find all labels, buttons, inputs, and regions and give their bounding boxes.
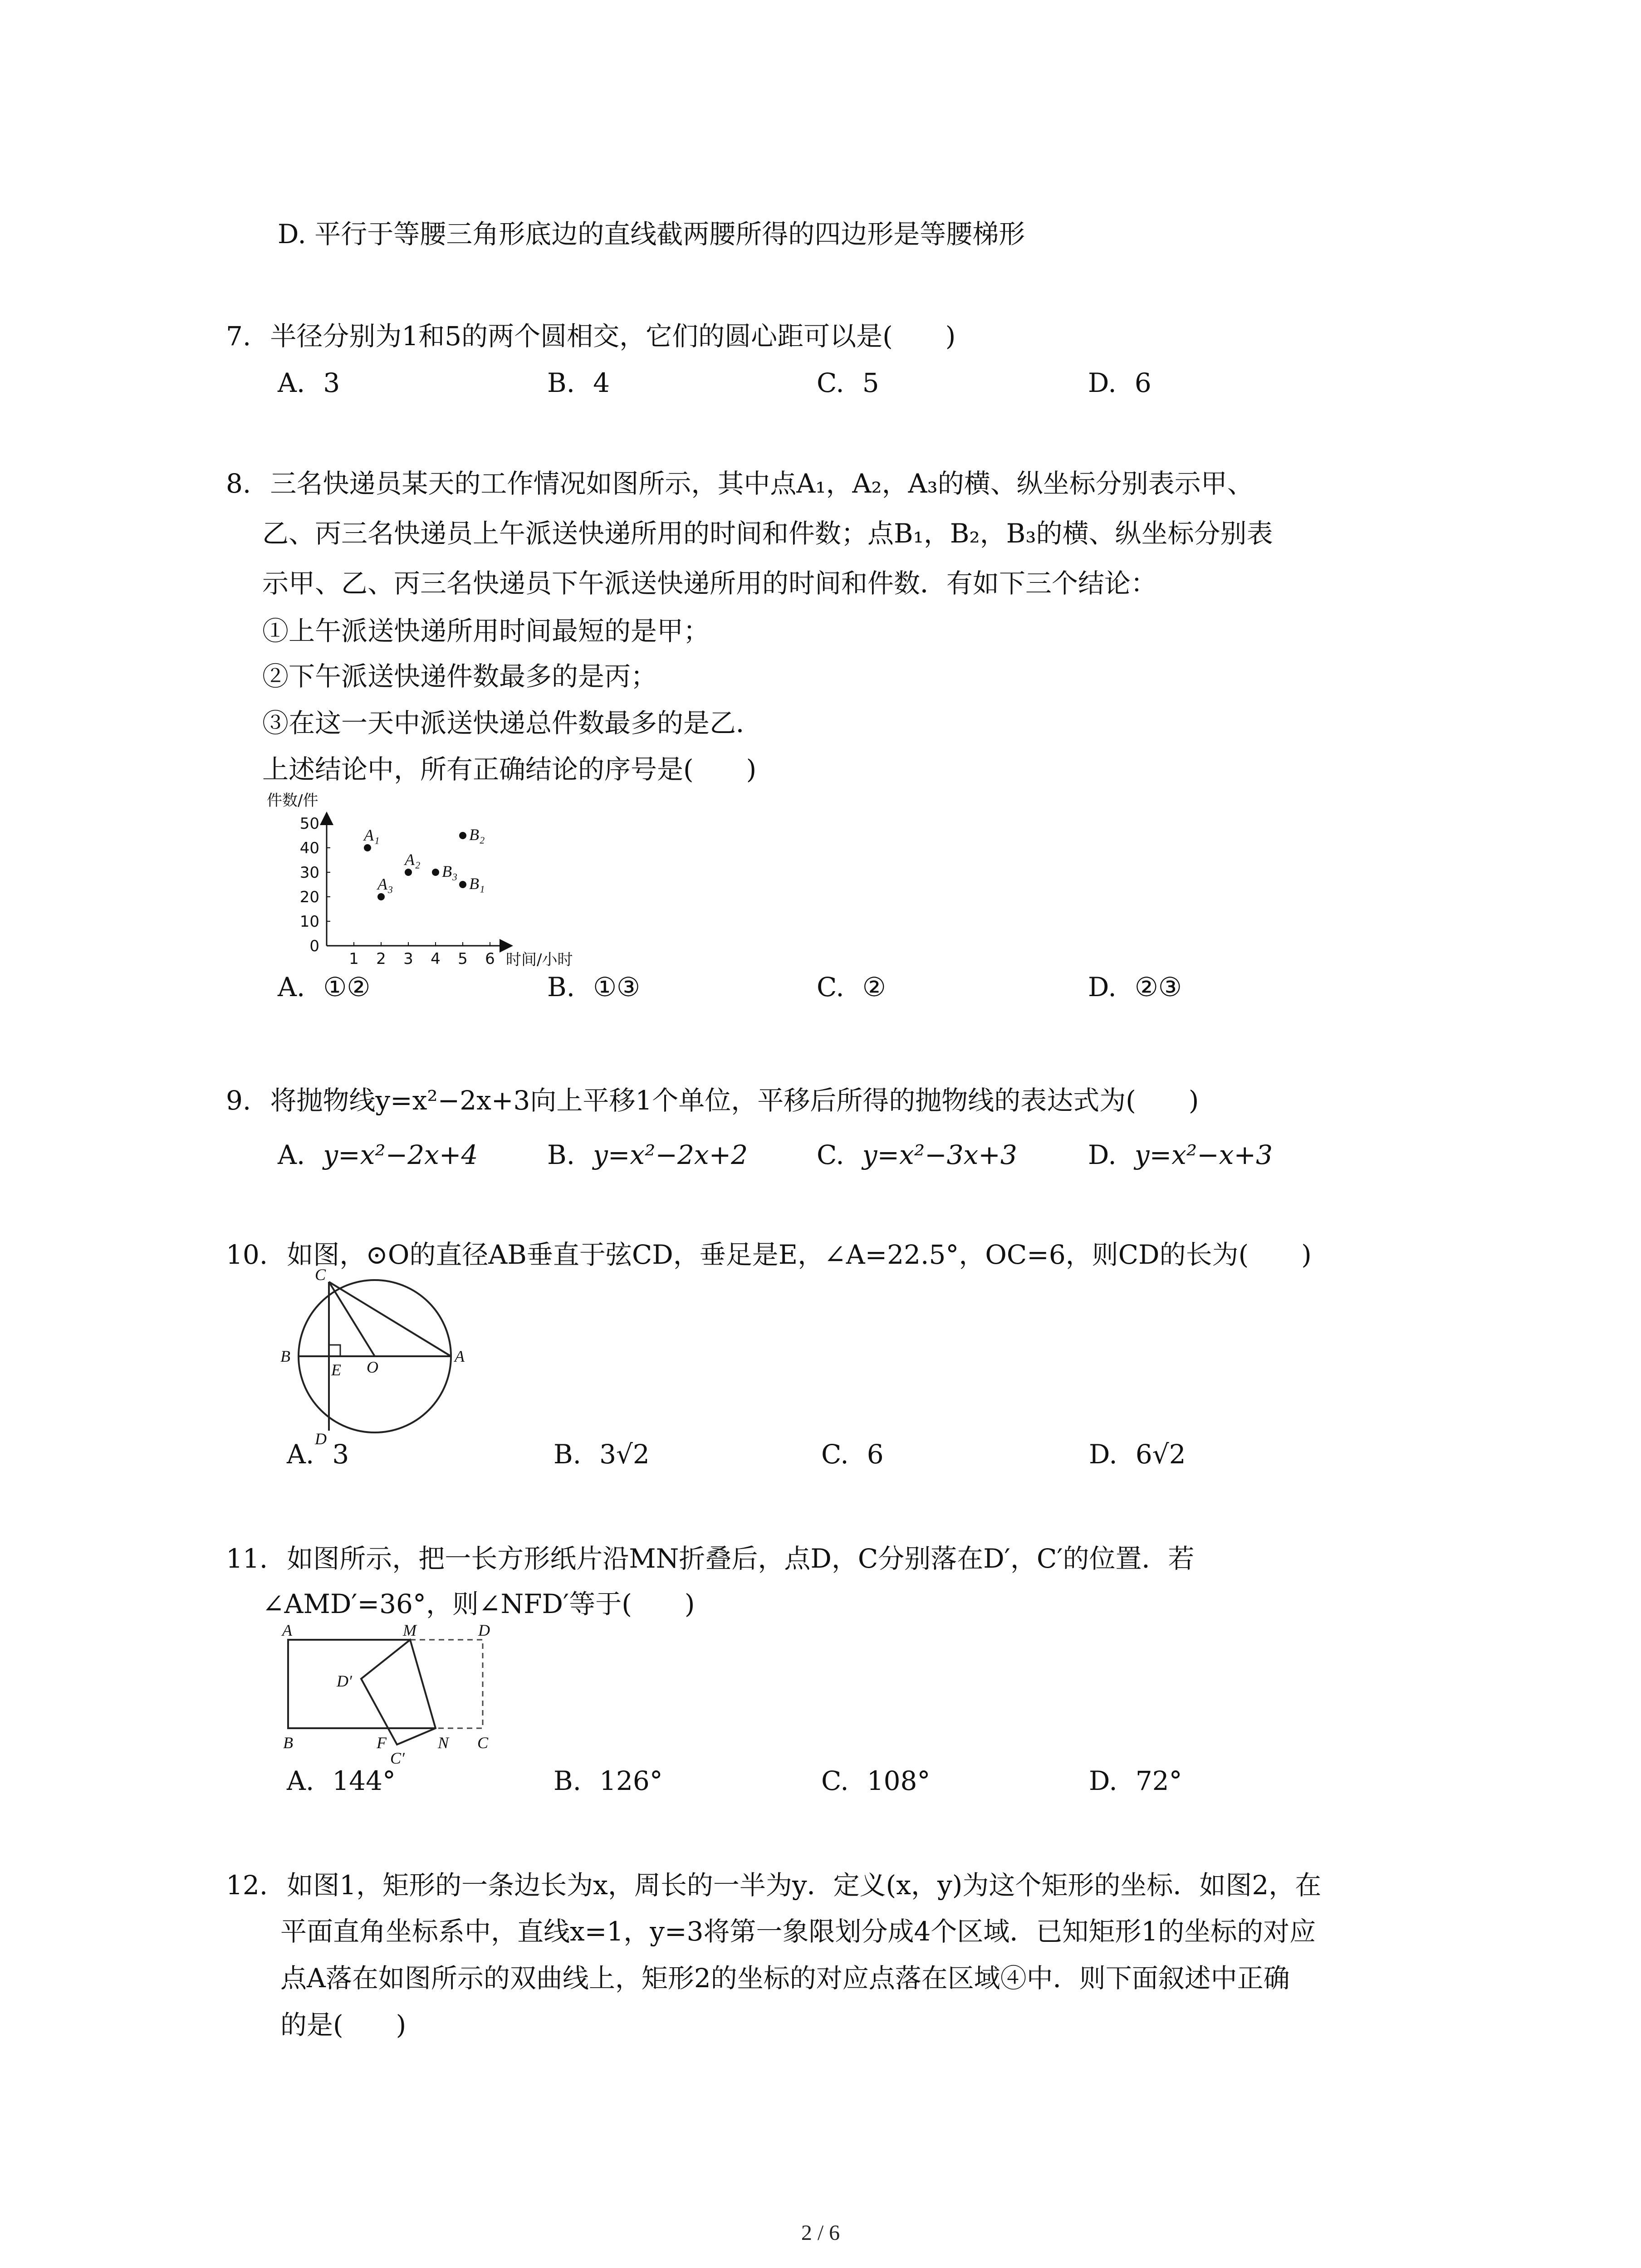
q10-circle-figure bbox=[268, 1266, 476, 1448]
q10-stem: 如图，⊙O的直径AB垂直于弦CD，垂足是E，∠A=22.5°，OC=6，则CD的长为( ) bbox=[287, 1239, 1312, 1270]
q8-stem-line-1: 8. 三名快递员某天的工作情况如图所示，其中点A₁，A₂，A₃的横、纵坐标分别表示甲、 bbox=[226, 468, 1254, 499]
point-label: A₂ bbox=[405, 850, 421, 869]
q12-stem-line-4: 的是( ) bbox=[280, 2009, 407, 2040]
chart-x-axis-label: 时间/小时 bbox=[506, 951, 573, 969]
x-tick-label: 2 bbox=[376, 950, 386, 968]
q12-stem-line-1: 12. 如图1，矩形的一条边长为x，周长的一半为y．定义(x，y)为这个矩形的坐标．如图2，在 bbox=[226, 1870, 1322, 1901]
q11-option-d: D. 72° bbox=[1089, 1765, 1182, 1796]
label-f: F bbox=[377, 1734, 387, 1752]
q8-conclusion-3: ③在这一天中派送快递总件数最多的是乙． bbox=[262, 708, 763, 738]
q8-conclusion-2: ②下午派送快递件数最多的是丙； bbox=[262, 661, 657, 692]
q8-conclusion-1: ①上午派送快递所用时间最短的是甲； bbox=[262, 616, 710, 646]
data-point bbox=[377, 893, 385, 900]
q11-fold-figure bbox=[268, 1619, 504, 1769]
q8-stem-line-2: 乙、丙三名快递员上午派送快递所用的时间和件数；点B₁，B₂，B₃的横、纵坐标分别表 bbox=[262, 518, 1273, 549]
q12-stem-line-3: 点A落在如图所示的双曲线上，矩形2的坐标的对应点落在区域④中．则下面叙述中正确 bbox=[280, 1963, 1290, 1994]
q11-option-c: C. 108° bbox=[821, 1765, 931, 1796]
label-n: N bbox=[438, 1734, 449, 1752]
label-c: C bbox=[315, 1266, 326, 1284]
q10-option-c: C. 6 bbox=[821, 1439, 884, 1470]
q8-option-c: C. ② bbox=[817, 972, 886, 1002]
point-label: B₁ bbox=[469, 875, 485, 893]
q8-scatter-chart bbox=[254, 789, 573, 971]
data-point bbox=[405, 869, 412, 876]
q9-option-c: C. y=x²−3x+3 bbox=[817, 1139, 1017, 1170]
q12-number: 12. bbox=[226, 1870, 268, 1901]
label-b: B bbox=[280, 1347, 290, 1365]
label-b: B bbox=[283, 1734, 293, 1752]
q9-option-b: B. y=x²−2x+2 bbox=[547, 1139, 748, 1170]
q9-number: 9. bbox=[226, 1085, 251, 1116]
x-tick-label: 4 bbox=[431, 950, 441, 968]
point-label: B₂ bbox=[469, 826, 485, 844]
q9-stem-line bbox=[226, 1084, 1199, 1117]
label-o: O bbox=[367, 1358, 378, 1376]
q10-option-b: B. 3√2 bbox=[554, 1439, 650, 1470]
q11-number: 11. bbox=[226, 1543, 268, 1574]
q9-stem: 将抛物线y=x²−2x+3向上平移1个单位，平移后所得的抛物线的表达式为( ) bbox=[270, 1085, 1199, 1116]
q9-option-d: D. y=x²−x+3 bbox=[1088, 1139, 1273, 1170]
label-d: D bbox=[315, 1430, 327, 1448]
label-e: E bbox=[331, 1361, 341, 1379]
chart-y-axis-label: 件数/件 bbox=[267, 792, 318, 810]
x-tick-label: 3 bbox=[403, 950, 413, 968]
page-number: 2 / 6 bbox=[801, 2221, 840, 2245]
q8-option-a: A. ①② bbox=[278, 972, 371, 1002]
q7-option-a: A. 3 bbox=[278, 367, 340, 398]
q11-stem-line-2: ∠AMD′=36°，则∠NFD′等于( ) bbox=[262, 1589, 695, 1619]
label-c-prime: C′ bbox=[390, 1749, 405, 1767]
q9-option-a: A. y=x²−2x+4 bbox=[278, 1139, 478, 1170]
y-tick-label: 30 bbox=[299, 864, 319, 882]
q7-number: 7. bbox=[226, 321, 251, 352]
q11-stem-line-1: 11. 如图所示，把一长方形纸片沿MN折叠后，点D，C分别落在D′，C′的位置．若 bbox=[226, 1543, 1195, 1574]
q8-number: 8. bbox=[226, 468, 251, 499]
segment-ca bbox=[329, 1282, 451, 1356]
q8-question: 上述结论中，所有正确结论的序号是( ) bbox=[262, 754, 757, 785]
q8-option-d: D. ②③ bbox=[1088, 972, 1182, 1002]
label-c: C bbox=[477, 1734, 489, 1752]
point-label: A₃ bbox=[377, 875, 393, 893]
q6-option-d: D. 平行于等腰三角形底边的直线截两腰所得的四边形是等腰梯形 bbox=[278, 219, 1025, 249]
y-tick-label: 10 bbox=[299, 913, 319, 931]
q11-option-b: B. 126° bbox=[554, 1765, 663, 1796]
y-tick-label: 20 bbox=[299, 888, 319, 906]
q10-option-a: A. 3 bbox=[287, 1439, 349, 1470]
y-tick-label: 50 bbox=[299, 815, 319, 833]
q7-option-d: D. 6 bbox=[1088, 367, 1151, 398]
q7-option-c: C. 5 bbox=[817, 367, 879, 398]
data-point bbox=[459, 832, 466, 839]
original-position-dashed bbox=[410, 1640, 483, 1728]
q10-number: 10. bbox=[226, 1239, 268, 1270]
data-point bbox=[459, 881, 466, 888]
label-a: A bbox=[455, 1347, 465, 1365]
y-tick-label: 40 bbox=[299, 839, 319, 857]
q11-option-a: A. 144° bbox=[287, 1765, 396, 1796]
q7-stem: 半径分别为1和5的两个圆相交，它们的圆心距可以是( ) bbox=[270, 321, 956, 352]
x-tick-label: 5 bbox=[458, 950, 468, 968]
data-point bbox=[364, 844, 371, 851]
label-a: A bbox=[282, 1621, 292, 1639]
label-m: M bbox=[403, 1621, 416, 1639]
q7-stem-line bbox=[226, 320, 955, 352]
label-d-prime: D′ bbox=[337, 1672, 352, 1690]
q10-option-d: D. 6√2 bbox=[1089, 1439, 1186, 1470]
right-angle-mark bbox=[329, 1345, 340, 1356]
q12-stem-line-2: 平面直角坐标系中，直线x=1，y=3将第一象限划分成4个区域．已知矩形1的坐标的对应 bbox=[280, 1916, 1316, 1947]
point-label: A₁ bbox=[364, 826, 380, 844]
x-tick-label: 6 bbox=[485, 950, 495, 968]
q7-option-b: B. 4 bbox=[547, 367, 610, 398]
q10-stem-line bbox=[226, 1238, 1312, 1271]
q8-stem-line-3: 示甲、乙、丙三名快递员下午派送快递所用的时间和件数．有如下三个结论： bbox=[262, 568, 1157, 599]
x-tick-label: 1 bbox=[349, 950, 359, 968]
data-point bbox=[432, 869, 439, 876]
q8-option-b: B. ①③ bbox=[547, 972, 641, 1002]
y-tick-label: 0 bbox=[309, 937, 319, 955]
point-label: B₃ bbox=[442, 862, 458, 880]
label-d: D bbox=[478, 1621, 490, 1639]
